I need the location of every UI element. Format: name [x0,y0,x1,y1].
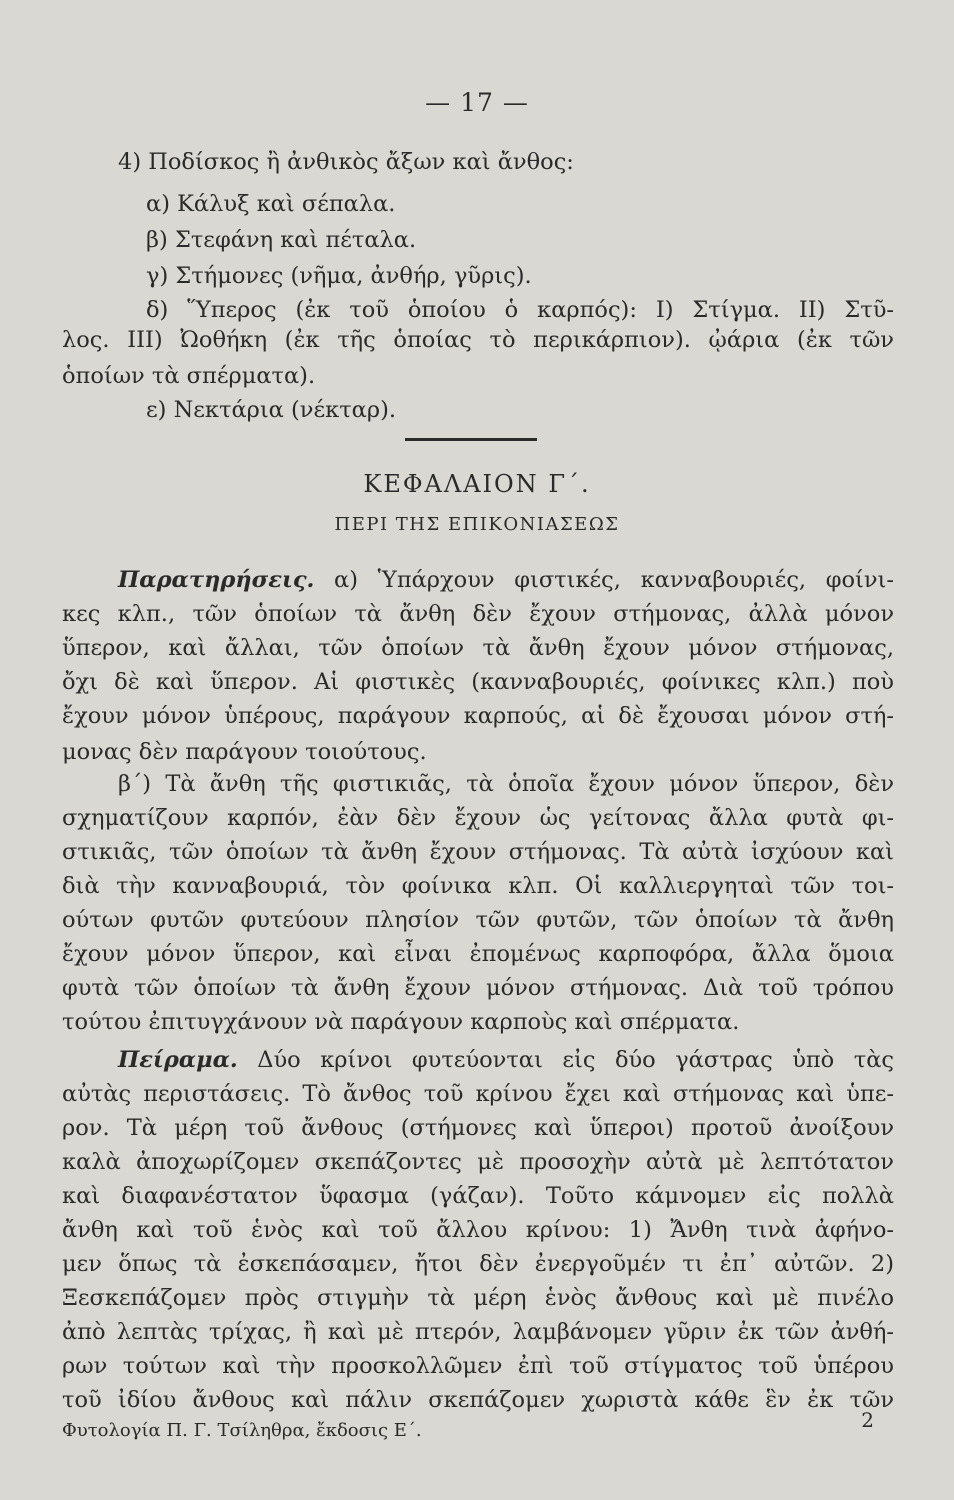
signature-mark: 2 [861,1408,874,1432]
text-line: ἔχουν μόνον ὑπέρους, παράγουν καρπούς, αἱ δὲ ἔχουσαι μόνον στή- [62,703,894,729]
observations-first-line [118,566,894,594]
experiment-first-line [118,1046,894,1074]
text-line: σχηματίζουν καρπόν, ἐὰν δὲν ἔχουν ὡς γείτονας ἄλλα φυτὰ φι- [62,805,894,831]
text-line: διὰ τὴν κανναβουριά, τὸν φοίνικα κλπ. Οἱ καλλιεργηταὶ τῶν τοι- [62,873,894,899]
text-line: στικιᾶς, τῶν ὁποίων τὰ ἄνθη ἔχουν στήμονας. Τὰ αὐτὰ ἰσχύουν καὶ [62,839,894,865]
text-line: μονας δὲν παράγουν τοιούτους. [62,739,427,765]
chapter-title: ΚΕΦΑΛΑΙΟΝ Γ΄. [363,470,591,498]
text-line: τούτου ἐπιτυγχάνουν νὰ παράγουν καρποὺς καὶ σπέρματα. [62,1009,740,1035]
list-item-d-cont2: ὁποίων τὰ σπέρματα). [62,363,316,389]
text-line: φυτὰ τῶν ὁποίων τὰ ἄνθη ἔχουν μόνον στήμονας. Διὰ τοῦ τρόπου [62,975,894,1001]
text-line: ὄχι δὲ καὶ ὕπερον. Αἱ φιστικὲς (κανναβουριές, φοίνικες κλπ.) ποὺ [62,669,894,695]
observations-first-text: α) Ὑπάρχουν φιστικές, κανναβουριές, φοίνι- [314,567,894,593]
text-line: αὐτὰς περιστάσεις. Τὸ ἄνθος τοῦ κρίνου ἔχει καὶ στήμονας καὶ ὑπε- [62,1081,894,1107]
experiment-first-text: Δύο κρίνοι φυτεύονται εἰς δύο γάστρας ὑπὸ τὰς [237,1047,894,1073]
text-line: κες κλπ., τῶν ὁποίων τὰ ἄνθη δὲν ἔχουν στήμονας, ἀλλὰ μόνον [62,601,894,627]
experiment-label: Πείραμα. [118,1047,238,1073]
page-footer [62,1408,894,1441]
text-line: ούτων φυτῶν φυτεύουν πλησίον τῶν φυτῶν, τῶν ὁποίων τὰ ἄνθη [62,907,894,933]
observations-label: Παρατηρήσεις. [118,567,315,593]
list-item-b: β) Στεφάνη καὶ πέταλα. [146,227,417,253]
chapter-subtitle: ΠΕΡΙ ΤΗΣ ΕΠΙΚΟΝΙΑΣΕΩΣ [334,514,620,535]
list-item-d-cont: λος. ΙΙΙ) Ὠοθήκη (ἐκ τῆς ὁποίας τὸ περικάρπιον). ᾠάρια (ἐκ τῶν [62,327,894,353]
text-line: ρων τούτων καὶ τὴν προσκολλῶμεν ἐπὶ τοῦ στίγματος τοῦ ὑπέρου [62,1353,894,1379]
text-line: καλὰ ἀποχωρίζομεν σκεπάζοντες μὲ προσοχὴν αὐτὰ μὲ λεπτότατον [62,1149,894,1175]
page-number: — 17 — [425,88,529,117]
text-line: τοῦ ἰδίου ἄνθους καὶ πάλιν σκεπάζομεν χωριστὰ κάθε ἓν ἐκ τῶν [62,1387,894,1413]
list-item-d: δ) Ὕπερος (ἐκ τοῦ ὁποίου ὁ καρπός): Ι) Στίγμα. ΙΙ) Στῦ- [146,297,894,323]
footer-text: Φυτολογία Π. Γ. Τσίληθρα, ἔκδοσις Ε΄. [62,1420,422,1441]
text-line: ἀπὸ λεπτὰς τρίχας, ἢ καὶ μὲ πτερόν, λαμβάνομεν γῦριν ἐκ τῶν ἀνθή- [62,1319,894,1345]
text-line: καὶ διαφανέστατον ὕφασμα (γάζαν). Τοῦτο κάμνομεν εἰς πολλὰ [62,1183,894,1209]
text-line: ἔχουν μόνον ὕπερον, καὶ εἶναι ἐπομένως καρποφόρα, ἄλλα ὅμοια [62,941,894,967]
section-divider [405,438,537,441]
text-line: Ξεσκεπάζομεν πρὸς στιγμὴν τὰ μέρη ἑνὸς ἄνθους καὶ μὲ πινέλο [62,1285,894,1311]
list-heading-line: 4) Ποδίσκος ἢ ἀνθικὸς ἄξων καὶ ἄνθος: [118,149,574,175]
text-line: ὕπερον, καὶ ἄλλαι, τῶν ὁποίων τὰ ἄνθη ἔχουν μόνον στήμονας, [62,635,894,661]
text-line: ρον. Τὰ μέρη τοῦ ἄνθους (στήμονες καὶ ὕπεροι) προτοῦ ἀνοίξουν [62,1115,894,1141]
text-line: β΄) Τὰ ἄνθη τῆς φιστικιᾶς, τὰ ὁποῖα ἔχουν μόνον ὕπερον, δὲν [118,771,894,797]
text-line: ἄνθη καὶ τοῦ ἑνὸς καὶ τοῦ ἄλλου κρίνου: 1) Ἄνθη τινὰ ἀφήνο- [62,1217,894,1243]
text-line: μεν ὅπως τὰ ἐσκεπάσαμεν, ἤτοι δὲν ἐνεργοῦμέν τι ἐπ᾿ αὐτῶν. 2) [62,1251,894,1277]
list-item-e: ε) Νεκτάρια (νέκταρ). [146,397,397,423]
list-item-a: α) Κάλυξ καὶ σέπαλα. [146,191,396,217]
list-item-c: γ) Στήμονες (νῆμα, ἀνθήρ, γῦρις). [146,263,532,289]
